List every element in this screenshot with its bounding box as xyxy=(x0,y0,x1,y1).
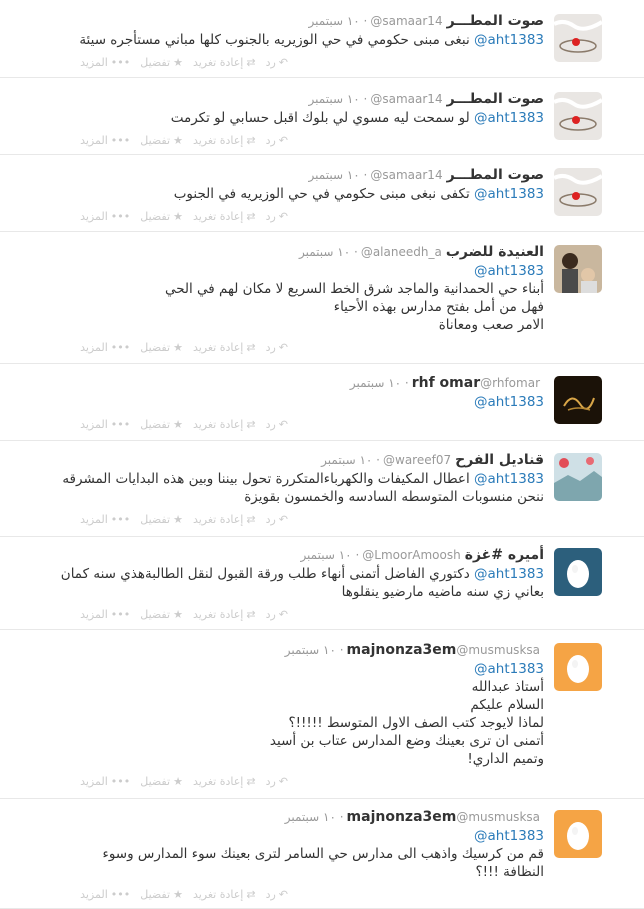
user-handle[interactable]: @alaneedh_a xyxy=(360,245,442,259)
reply-icon: ↶ xyxy=(278,134,288,147)
user-name[interactable]: rhf omar xyxy=(411,375,481,391)
more-dots-icon: ••• xyxy=(110,775,131,788)
star-icon: ★ xyxy=(173,775,183,788)
avatar[interactable] xyxy=(554,453,602,501)
retweet-icon: ⇄ xyxy=(246,341,256,354)
retweet-icon: ⇄ xyxy=(246,418,256,431)
retweet-button[interactable]: ⇄إعادة تغريد xyxy=(192,888,256,901)
star-icon: ★ xyxy=(173,341,183,354)
user-name[interactable]: قناديل الفرح xyxy=(455,452,544,468)
user-handle[interactable]: @samaar14 xyxy=(370,14,443,28)
tweet-actions xyxy=(70,417,288,433)
star-icon: ★ xyxy=(173,513,183,526)
more-button[interactable]: •••المزيد xyxy=(80,513,131,526)
avatar[interactable] xyxy=(554,168,602,216)
tweet-line: السلام عليكم xyxy=(470,697,544,713)
timestamp[interactable]: · ١٠ سبتمبر xyxy=(308,168,368,182)
tweet-line: @aht1383 تكفى نبغى مبنى حكومي في حي الوزيريه في الجنوب xyxy=(173,186,544,202)
avatar[interactable] xyxy=(554,14,602,62)
tweet-line: الامر صعب ومعاناة xyxy=(438,317,544,333)
user-name[interactable]: صوت المطـــر xyxy=(446,13,544,29)
more-dots-icon: ••• xyxy=(110,513,131,526)
tweet-actions xyxy=(70,607,288,623)
reply-button[interactable]: ↶رد xyxy=(265,210,288,223)
tweet[interactable] xyxy=(0,155,644,232)
reply-icon: ↶ xyxy=(278,210,288,223)
tweet-line: فهل من أمل بفتح مدارس بهذه الأحياء xyxy=(333,299,544,315)
favorite-button[interactable]: ★تفضيل xyxy=(140,418,183,431)
tweet[interactable] xyxy=(0,232,644,364)
user-name[interactable]: majnonza3em xyxy=(346,642,457,658)
mention-link[interactable]: @aht1383 xyxy=(474,566,544,582)
tweet-header xyxy=(309,12,544,30)
more-dots-icon: ••• xyxy=(110,341,131,354)
more-button[interactable]: •••المزيد xyxy=(80,56,131,69)
reply-icon: ↶ xyxy=(278,775,288,788)
more-button[interactable]: •••المزيد xyxy=(80,210,131,223)
reply-button[interactable]: ↶رد xyxy=(265,888,288,901)
more-button[interactable]: •••المزيد xyxy=(80,775,131,788)
mention-link[interactable]: @aht1383 xyxy=(474,471,544,487)
mention-link[interactable]: @aht1383 xyxy=(474,661,544,677)
reply-icon: ↶ xyxy=(278,513,288,526)
retweet-button[interactable]: ⇄إعادة تغريد xyxy=(192,608,256,621)
favorite-button[interactable]: ★تفضيل xyxy=(140,888,183,901)
tweet-actions xyxy=(70,133,288,149)
tweet-text xyxy=(24,470,544,506)
star-icon: ★ xyxy=(173,210,183,223)
tweet-actions xyxy=(70,209,288,225)
more-dots-icon: ••• xyxy=(110,418,131,431)
user-handle[interactable]: @wareef07 xyxy=(383,453,452,467)
tweet-text xyxy=(24,660,544,768)
reply-icon: ↶ xyxy=(278,608,288,621)
reply-button[interactable]: ↶رد xyxy=(265,56,288,69)
retweet-button[interactable]: ⇄إعادة تغريد xyxy=(192,341,256,354)
more-dots-icon: ••• xyxy=(110,210,131,223)
tweet-actions xyxy=(70,774,288,790)
retweet-button[interactable]: ⇄إعادة تغريد xyxy=(192,775,256,788)
star-icon: ★ xyxy=(173,56,183,69)
reply-icon: ↶ xyxy=(278,888,288,901)
timestamp[interactable]: · ١٠ سبتمبر xyxy=(299,245,358,259)
tweet-line: أتمنى ان ترى بعينك وضع المدارس عتاب بن أسيد xyxy=(269,733,544,749)
timestamp[interactable]: · ١٠ سبتمبر xyxy=(308,14,368,28)
more-button[interactable]: •••المزيد xyxy=(80,418,131,431)
tweet-text xyxy=(24,109,544,127)
tweet[interactable] xyxy=(0,0,644,78)
user-handle[interactable]: @LmoorAmoosh xyxy=(362,548,461,562)
tweet-line xyxy=(24,827,544,845)
avatar[interactable] xyxy=(554,376,602,424)
tweet-line: أستاذ عبدالله xyxy=(471,679,544,695)
user-name[interactable]: صوت المطـــر xyxy=(446,167,544,183)
reply-button[interactable]: ↶رد xyxy=(265,608,288,621)
favorite-button[interactable]: ★تفضيل xyxy=(140,513,183,526)
user-name[interactable]: أميره #غزة xyxy=(464,547,544,563)
tweet-line: @aht1383 دكتوري الفاضل أتمنى أنهاء طلب ورقة القبول لنقل الطالبةهذي سنه كمان xyxy=(60,566,544,582)
retweet-button[interactable]: ⇄إعادة تغريد xyxy=(192,56,256,69)
tweet[interactable] xyxy=(0,441,644,537)
tweet-header xyxy=(309,166,544,184)
tweet-line: أبناء حي الحمدانية والماجد شرق الخط السريع لا مكان لهم في الحي xyxy=(164,281,544,297)
reply-button[interactable]: ↶رد xyxy=(265,775,288,788)
timestamp[interactable]: · ١٠ سبتمبر xyxy=(321,453,380,467)
tweet-actions xyxy=(70,512,288,528)
retweet-icon: ⇄ xyxy=(246,56,256,69)
tweet-header xyxy=(350,374,544,392)
tweet[interactable] xyxy=(0,364,644,441)
user-name[interactable]: majnonza3em xyxy=(346,809,457,825)
more-button[interactable]: •••المزيد xyxy=(80,888,131,901)
retweet-icon: ⇄ xyxy=(246,775,256,788)
mention-link[interactable]: @aht1383 xyxy=(474,186,544,202)
timestamp[interactable]: · ١٠ سبتمبر xyxy=(284,643,344,657)
tweet-header xyxy=(285,808,544,826)
mention-link[interactable]: @aht1383 xyxy=(474,828,544,844)
avatar[interactable] xyxy=(554,643,602,691)
user-name[interactable]: العنيدة للضرب xyxy=(445,244,544,260)
tweet-text xyxy=(24,185,544,203)
tweet-text xyxy=(24,827,544,881)
tweet-actions xyxy=(70,340,288,356)
tweet-line: قم من كرسيك واذهب الى مدارس حي السامر لترى بعينك سوء المدارس وسوء xyxy=(102,846,544,862)
favorite-button[interactable]: ★تفضيل xyxy=(140,341,183,354)
reply-button[interactable]: ↶رد xyxy=(265,341,288,354)
mention-link[interactable]: @aht1383 xyxy=(474,394,544,410)
reply-button[interactable]: ↶رد xyxy=(265,513,288,526)
mention-link[interactable]: @aht1383 xyxy=(474,110,544,126)
user-handle[interactable]: @rhfomar xyxy=(480,376,540,390)
tweet-line xyxy=(24,262,544,280)
more-dots-icon: ••• xyxy=(110,134,131,147)
avatar[interactable] xyxy=(554,548,602,596)
timestamp[interactable]: · ١٠ سبتمبر xyxy=(308,92,368,106)
more-button[interactable]: •••المزيد xyxy=(80,341,131,354)
tweet-line: @aht1383 لو سمحت ليه مسوي لي بلوك اقبل حسابي لو تكرمت xyxy=(170,110,544,126)
retweet-icon: ⇄ xyxy=(246,888,256,901)
star-icon: ★ xyxy=(173,888,183,901)
tweet-line xyxy=(24,393,544,411)
tweet-header xyxy=(321,451,544,469)
retweet-button[interactable]: ⇄إعادة تغريد xyxy=(192,418,256,431)
reply-button[interactable]: ↶رد xyxy=(265,418,288,431)
tweet-text xyxy=(24,31,544,49)
star-icon: ★ xyxy=(173,134,183,147)
tweet-text xyxy=(24,565,544,601)
user-handle[interactable]: @musmusksa xyxy=(456,643,540,657)
tweet-line xyxy=(24,660,544,678)
tweet-line: النظافة !!!؟ xyxy=(475,864,544,880)
user-handle[interactable]: @musmusksa xyxy=(456,810,540,824)
more-dots-icon: ••• xyxy=(110,888,131,901)
user-handle[interactable]: @samaar14 xyxy=(370,92,443,106)
retweet-button[interactable]: ⇄إعادة تغريد xyxy=(192,210,256,223)
reply-button[interactable]: ↶رد xyxy=(265,134,288,147)
tweet-header xyxy=(285,641,544,659)
tweet-text xyxy=(24,262,544,334)
tweet[interactable] xyxy=(0,799,644,909)
avatar[interactable] xyxy=(554,245,602,293)
favorite-button[interactable]: ★تفضيل xyxy=(140,775,183,788)
timestamp[interactable]: · ١٠ سبتمبر xyxy=(300,548,360,562)
tweet[interactable] xyxy=(0,78,644,155)
retweet-icon: ⇄ xyxy=(246,210,256,223)
tweet[interactable] xyxy=(0,630,644,799)
tweet-header xyxy=(299,243,544,261)
star-icon: ★ xyxy=(173,418,183,431)
tweet-actions xyxy=(70,887,288,903)
reply-icon: ↶ xyxy=(278,56,288,69)
tweet-line: @aht1383 اعطال المكيفات والكهرباءالمتكررة تحول بيننا وبين هذه البدايات المشرقه xyxy=(62,471,544,487)
tweet-text xyxy=(24,393,544,411)
avatar[interactable] xyxy=(554,810,602,858)
reply-icon: ↶ xyxy=(278,418,288,431)
more-dots-icon: ••• xyxy=(110,608,131,621)
tweet-header xyxy=(309,90,544,108)
favorite-button[interactable]: ★تفضيل xyxy=(140,210,183,223)
retweet-icon: ⇄ xyxy=(246,513,256,526)
tweet-line: بعاني زي سنه ماضيه مارضيو ينقلوها xyxy=(341,584,544,600)
tweet-line: @aht1383 نبغى مبنى حكومي في حي الوزيريه بالجنوب كلها مباني مستأجره سيئة xyxy=(79,32,544,48)
retweet-icon: ⇄ xyxy=(246,608,256,621)
tweet-line: ننحن منسوبات المتوسطه السادسه والخمسون بقويزة xyxy=(244,489,544,505)
reply-icon: ↶ xyxy=(278,341,288,354)
timestamp[interactable]: · ١٠ سبتمبر xyxy=(284,810,344,824)
more-button[interactable]: •••المزيد xyxy=(80,608,131,621)
more-button[interactable]: •••المزيد xyxy=(80,134,131,147)
tweet[interactable] xyxy=(0,537,644,630)
retweet-button[interactable]: ⇄إعادة تغريد xyxy=(192,134,256,147)
mention-link[interactable]: @aht1383 xyxy=(474,32,544,48)
user-name[interactable]: صوت المطـــر xyxy=(446,91,544,107)
user-handle[interactable]: @samaar14 xyxy=(370,168,443,182)
tweet-line: وتميم الداري! xyxy=(467,751,544,767)
retweet-icon: ⇄ xyxy=(246,134,256,147)
retweet-button[interactable]: ⇄إعادة تغريد xyxy=(192,513,256,526)
favorite-button[interactable]: ★تفضيل xyxy=(140,608,183,621)
tweet-line: لماذا لايوجد كتب الصف الاول المتوسط !!!!!؟ xyxy=(288,715,544,731)
tweet-header xyxy=(300,546,544,564)
favorite-button[interactable]: ★تفضيل xyxy=(140,56,183,69)
timestamp[interactable]: · ١٠ سبتمبر xyxy=(349,376,409,390)
more-dots-icon: ••• xyxy=(110,56,131,69)
avatar[interactable] xyxy=(554,92,602,140)
mention-link[interactable]: @aht1383 xyxy=(474,263,544,279)
star-icon: ★ xyxy=(173,608,183,621)
tweet-actions xyxy=(70,55,288,71)
favorite-button[interactable]: ★تفضيل xyxy=(140,134,183,147)
